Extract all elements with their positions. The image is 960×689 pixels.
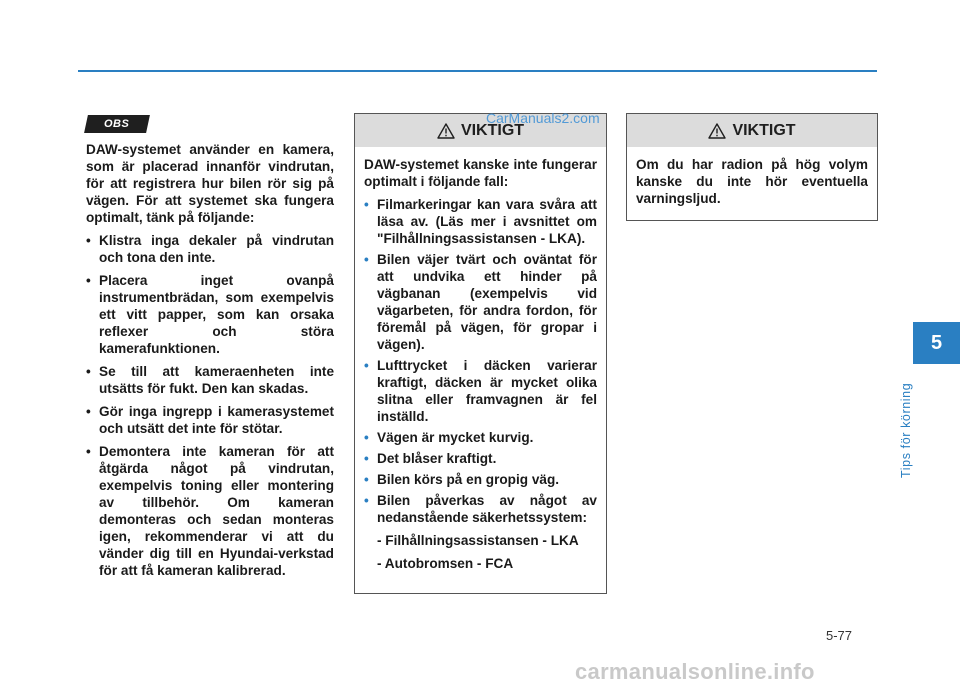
warning-subitem: - Filhållningsassistansen - LKA <box>377 533 579 548</box>
warning-subitem: - Autobromsen - FCA <box>377 556 514 571</box>
list-item: • Bilen körs på en gropig väg. <box>364 471 597 488</box>
list-item: • Det blåser kraftigt. <box>364 450 597 467</box>
warning-intro: DAW-systemet kanske inte fungerar optimalt i följande fall: <box>364 157 597 189</box>
list-item: • Lufttrycket i däcken varierar kraftigt, däcken är mycket olika slitna eller framvagnen är fel inställd. <box>364 357 597 425</box>
obs-intro: DAW-systemet använder en kamera, som är placerad innanför vindrutan, för att registrera hur bilen rör sig på vägen. För att systemet ska fungera optimalt, tänk på följande: <box>86 142 334 225</box>
page-number: 5-77 <box>826 628 853 643</box>
list-item: • Demontera inte kameran för att åtgärda något på vindrutan, exempelvis toning eller montering av tillbehör. Om kameran demonteras och sedan monteras igen, rekommenderar vi att du vänder dig till en Hyundai-verkstad för att få kameran kalibrerad. <box>86 443 334 579</box>
warning-title: VIKTIGT <box>460 121 525 139</box>
warning-body <box>355 147 606 580</box>
chapter-title: Tips för körning <box>899 382 913 478</box>
obs-list <box>86 232 334 579</box>
warning-triangle-icon <box>437 123 455 139</box>
warning-triangle-icon <box>708 123 726 139</box>
list-item: • Se till att kameraenheten inte utsätts för fukt. Den kan skadas. <box>86 363 334 397</box>
list-item: • Gör inga ingrepp i kamerasystemet och utsätt det inte för stötar. <box>86 403 334 437</box>
top-rule <box>78 70 877 72</box>
warning-text: Om du har radion på hög volym kanske du inte hör eventuella varningsljud. <box>636 157 868 206</box>
warning-box-radio <box>626 113 878 221</box>
obs-section <box>86 141 334 585</box>
chapter-number-tab: 5 <box>913 322 960 364</box>
obs-badge: OBS <box>84 115 150 133</box>
warning-list <box>364 196 597 526</box>
watermark-bottom: carmanualsonline.info <box>575 659 815 684</box>
list-item: • Bilen väjer tvärt och oväntat för att undvika ett hinder på vägbanan (exempelvis vid vägarbeten, för andra fordon, för föremål på vägen, för gropar i vägen). <box>364 251 597 353</box>
list-item: • Vägen är mycket kurvig. <box>364 429 597 446</box>
list-item: • Bilen påverkas av något av nedanstående säkerhetssystem: <box>364 492 597 526</box>
warning-title: VIKTIGT <box>732 121 796 139</box>
watermark-top: CarManuals2.com <box>486 110 600 126</box>
warning-body <box>627 147 877 221</box>
warning-box-daw <box>354 113 607 594</box>
list-item: • Klistra inga dekaler på vindrutan och tona den inte. <box>86 232 334 266</box>
list-item: • Filmarkeringar kan vara svåra att läsa av. (Läs mer i avsnittet om "Filhållningsassistansen - LKA). <box>364 196 597 247</box>
warning-header <box>627 114 877 147</box>
list-item: • Placera inget ovanpå instrumentbrädan, som exempelvis ett vitt papper, som kan orsaka reflexer och störa kamerafunktionen. <box>86 272 334 357</box>
